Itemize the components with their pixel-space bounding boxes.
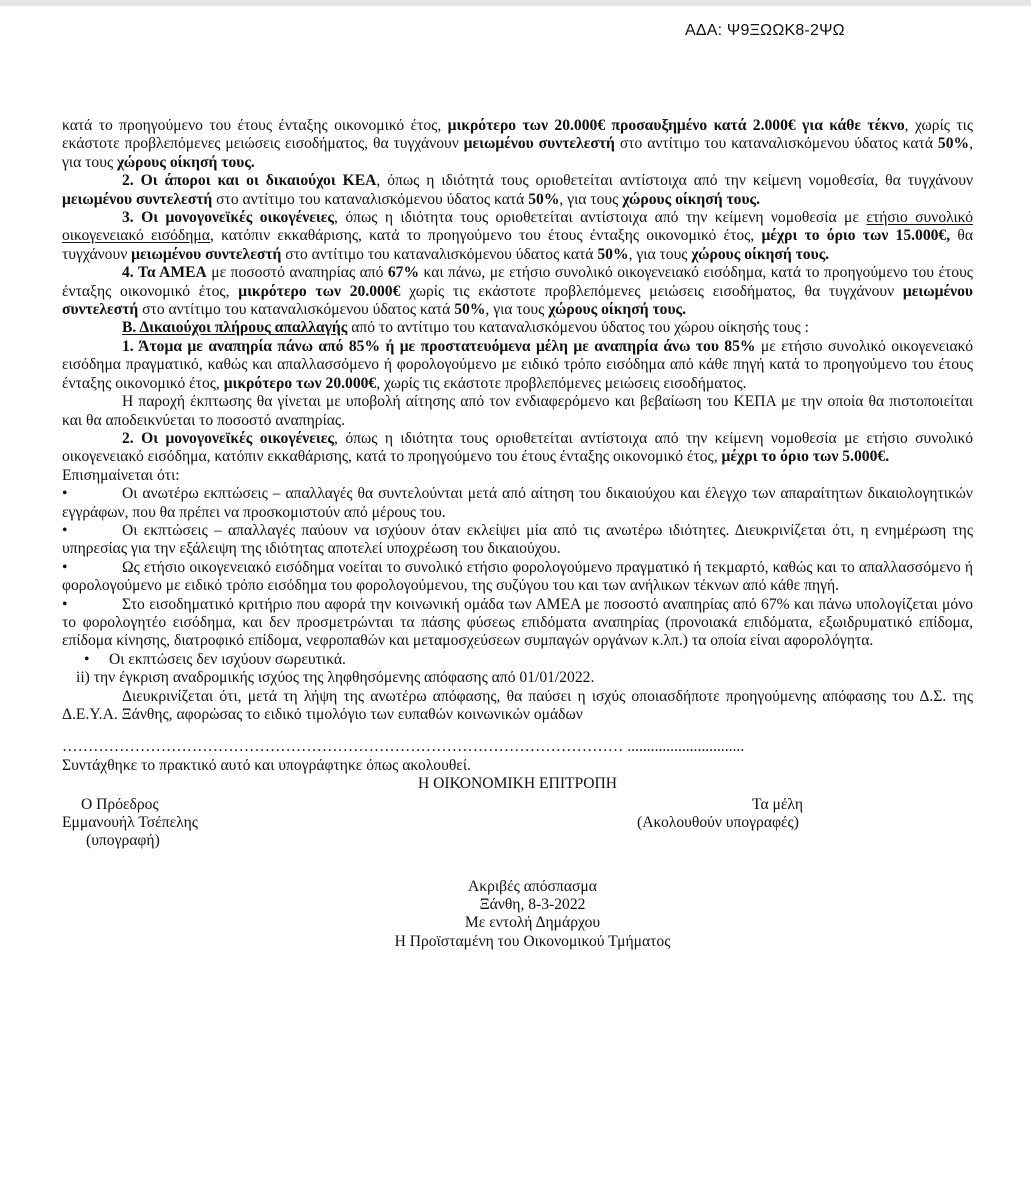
document-body: [62, 117, 973, 951]
extract-label: Ακριβές απόσπασμα: [468, 877, 597, 895]
item-2-paragraph: 2. Οι άποροι και οι δικαιούχοι ΚΕΑ, όπως η ιδιότητά τους οριοθετείται αντίστοιχα από την κείμενη νομοθεσία, θα τυγχάνουν μειωμένου συντελεστή στο αντίτιμο του καταναλισκόμενου ύδατος κατά 50%, για τους χώρους οίκησή τους.: [62, 172, 973, 208]
president-name: Εμμανουήλ Τσέπελης: [62, 814, 198, 832]
ada-code: ΑΔΑ: Ψ9ΞΩΩΚ8-2ΨΩ: [685, 22, 845, 39]
bullet-icon: •: [84, 650, 90, 668]
note-bullet-4: • Στο εισοδηματικό κριτήριο που αφορά την κοινωνική ομάδα των ΑΜΕΑ με ποσοστό αναπηρίας από 67% και πάνω υπολογίζεται μόνο το φορολογητέο εισόδημα, και δεν προσμετρώνται τα πάσης φύσεως επιδόματα αναπηρίας (προνοιακά επιδόματα, εξωιδρυματικό επίδομα, επίδομα κίνησης, διατροφικό επίδομα, νεφροπαθών και μεταμοσχεύσεων συμπαγών οργάνων κ.λπ.) τα οποία είναι αφορολόγητα.: [62, 595, 973, 650]
bullet-icon: •: [62, 558, 68, 576]
committee-title: Η ΟΙΚΟΝΟΜΙΚΗ ΕΠΙΤΡΟΠΗ: [417, 775, 618, 793]
note-bullet-3: • Ως ετήσιο οικογενειακό εισόδημα νοείται το συνολικό ετήσιο φορολογούμενο πραγματικό ή τεκμαρτό, καθώς και το απαλλασσόμενο ή φορολογούμενο με ειδικό τρόπο εισόδημα του φορολογούμενου, της συζύγου του και των ανήλικων τέκνων από κάθε πηγή.: [62, 558, 973, 595]
mayor-order: Με εντολή Δημάρχου: [464, 914, 601, 932]
clarification-paragraph: Διευκρινίζεται ότι, μετά τη λήψη της ανωτέρω απόφασης, θα παύσει η ισχύς οποιασδήποτε προηγούμενης απόφασης του Δ.Σ. της Δ.Ε.Υ.Α. Ξάνθης, αφορώσας το ειδικό τιμολόγιο των ευπαθών κοινωνικών ομάδων: [62, 687, 973, 723]
bullet-icon: •: [62, 485, 68, 503]
signatures-block: [62, 796, 973, 872]
members-title: Τα μέλη: [752, 795, 804, 813]
place-date: Ξάνθη, 8-3-2022: [479, 896, 586, 914]
president-signed: (υπογραφή): [86, 832, 160, 850]
item-4-paragraph: 4. Τα ΑΜΕΑ με ποσοστό αναπηρίας από 67% και πάνω, με ετήσιο συνολικό οικογενειακό εισόδημα, κατά το προηγούμενο του έτους ένταξης οικονομικό έτος, μικρότερο των 20.000€ χωρίς τις εκάστοτε προβλεπόμενες μειώσεις εισοδήματος, θα τυγχάνουν μειωμένου συντελεστή στο αντίτιμο του καταναλισκόμενου ύδατος κατά 50%, για τους χώρους οίκησή τους.: [62, 264, 974, 319]
scan-top-edge: [0, 0, 1031, 6]
president-signature: [62, 796, 198, 851]
department-head: Η Προϊσταμένη του Οικονομικού Τμήματος: [394, 932, 671, 950]
note-bullet-1: • Οι ανωτέρω εκπτώσεις – απαλλαγές θα συντελούνται μετά από αίτηση του δικαιούχου και έλεγχο των απαραίτητων δικαιολογητικών εγγράφων, που θα πρέπει να προσκομιστούν από μέρους του.: [62, 485, 973, 521]
members-note: (Ακολουθούν υπογραφές): [637, 814, 799, 832]
notes-heading: Επισημαίνεται ότι:: [62, 466, 180, 484]
section-b-note: Η παροχή έκπτωσης θα γίνεται με υποβολή αίτησης από τον ενδιαφερόμενο και βεβαίωση του ΚΕΠΑ με την οποία θα πιστοποιείται και θα αποδεικνύεται το ποσοστό αναπηρίας.: [62, 393, 973, 429]
intro-paragraph: κατά το προηγούμενο του έτους ένταξης οικονομικό έτος, μικρότερο των 20.000€ προσαυξημένο κατά 2.000€ για κάθε τέκνο, χωρίς τις εκάστοτε προβλεπόμενες μειώσεις εισοδήματος, θα τυγχάνουν μειωμένου συντελεστή στο αντίτιμο του καταναλισκόμενου ύδατος κατά 50%, για τους χώρους οίκησή τους.: [62, 117, 973, 171]
president-title: Ο Πρόεδρος: [81, 795, 159, 813]
bullet-icon: •: [62, 521, 68, 539]
ellipsis-line: ……………………………………………………………………………………………… ..............................: [62, 738, 745, 756]
note-bullet-5: • Οι εκπτώσεις δεν ισχύουν σωρευτικά.: [84, 650, 346, 668]
note-bullet-2: • Οι εκπτώσεις – απαλλαγές παύουν να ισχύουν όταν εκλείψει μία από τις ανωτέρω ιδιότητες. Διευκρινίζεται ότι, η ενημέρωση της υπηρεσίας για την εξάλειψη της ιδιότητας αποτελεί υποχρέωση του δικαιούχου.: [62, 521, 973, 558]
extract-footer: [62, 878, 973, 952]
section-b-item-1: 1. Άτομα με αναπηρία πάνω από 85% ή με προστατευόμενα μέλη με αναπηρία άνω του 85% με ετήσιο συνολικό οικογενειακό εισόδημα πραγματικό, καθώς και απαλλασσόμενο ή φορολογούμενο με ειδικό τρόπο εισόδημα από κάθε πηγή κατά το προηγούμενο του έτους ένταξης οικονομικό έτος, μικρότερο των 20.000€, χωρίς τις εκάστοτε προβλεπόμενες μειώσεις εισοδήματος.: [62, 337, 973, 392]
item-3-paragraph: 3. Οι μονογονεϊκές οικογένειες, όπως η ιδιότητα τους οριοθετείται αντίστοιχα από την κείμενη νομοθεσία με ετήσιο συνολικό οικογενειακό εισόδημα, κατόπιν εκκαθάρισης, κατά το προηγούμενο του έτους ένταξης οικονομικό έτος, μέχρι το όριο των 15.000€, θα τυγχάνουν μειωμένου συντελεστή στο αντίτιμο του καταναλισκόμενου ύδατος κατά 50%, για τους χώρους οίκησή τους.: [62, 209, 974, 263]
members-signature: [637, 796, 803, 833]
point-ii: ii) την έγκριση αναδρομικής ισχύος της ληφθησόμενης απόφασης από 01/01/2022.: [76, 669, 595, 687]
closing-statement: Συντάχθηκε το πρακτικό αυτό και υπογράφτηκε όπως ακολουθεί.: [62, 756, 471, 774]
section-b-item-2: 2. Οι μονογονεϊκές οικογένειες, όπως η ιδιότητα τους οριοθετείται αντίστοιχα από την κείμενη νομοθεσία με ετήσιο συνολικό οικογενειακό εισόδημα, κατόπιν εκκαθάρισης, κατά το προηγούμενο του έτους ένταξης οικονομικό έτος, μέχρι το όριο των 5.000€.: [62, 429, 973, 466]
section-b-heading: Β. Δικαιούχοι πλήρους απαλλαγής από το αντίτιμο του καταναλισκόμενου ύδατος του χώρου οίκησής τους :: [122, 319, 809, 337]
bullet-icon: •: [62, 595, 68, 613]
